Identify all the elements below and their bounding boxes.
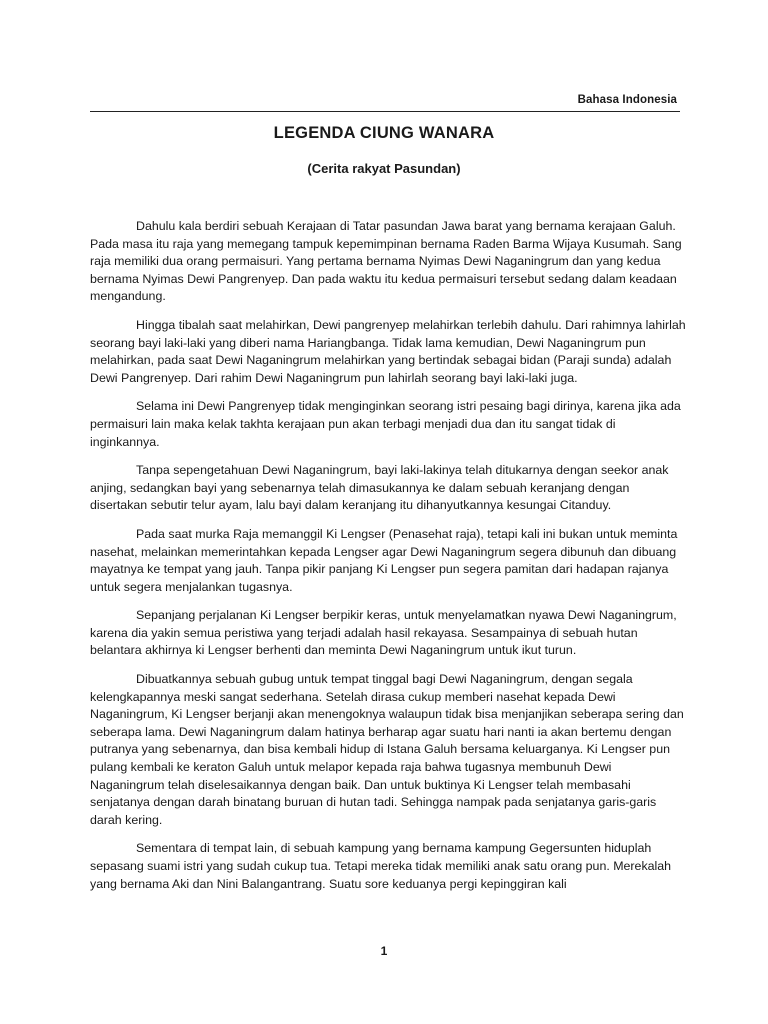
page-number: 1	[380, 944, 388, 958]
paragraph: Hingga tibalah saat melahirkan, Dewi pangrenyep melahirkan terlebih dahulu. Dari rahimnya lahirlah seorang bayi laki-laki yang diberi nama Hariangbanga. Tidak lama kemudian, Dewi Naganingrum pun melahirkan, pada saat Dewi Naganingrum melahirkan yang bertindak sebagai bidan (Paraji sunda) adalah Dewi Pangrenyep. Dari rahim Dewi Naganingrum pun lahirlah seorang bayi laki-laki juga.	[90, 317, 686, 385]
paragraph: Sementara di tempat lain, di sebuah kampung yang bernama kampung Gegersunten hiduplah sepasang suami istri yang sudah cukup tua. Tetapi mereka tidak memiliki anak satu orang pun. Merekalah yang bernama Aki dan Nini Balangantrang. Suatu sore keduanya pergi kepinggiran kali	[90, 841, 672, 891]
language-label: Bahasa Indonesia	[577, 94, 677, 106]
document-title: LEGENDA CIUNG WANARA	[273, 124, 495, 142]
paragraph: Pada saat murka Raja memanggil Ki Lengser (Penasehat raja), tetapi kali ini bukan untuk meminta nasehat, melainkan memerintahkan kepada Lengser agar Dewi Naganingrum segera dibunuh dan dibuang mayatnya ke tempat yang jauh. Tanpa pikir panjang Ki Lengser pun segera pamitan dari hadapan rajanya untuk segera menjalankan tugasnya.	[90, 526, 678, 594]
paragraph: Tanpa sepengetahuan Dewi Naganingrum, bayi laki-lakinya telah ditukarnya dengan seekor anak anjing, sedangkan bayi yang sebenarnya telah dimasukannya ke dalam sebuah keranjang dengan disertakan sebutir telur ayam, lalu bayi dalam keranjang itu dihanyutkannya kesungai Citanduy.	[90, 463, 669, 513]
header-divider	[90, 111, 680, 112]
document-subtitle: (Cerita rakyat Pasundan)	[307, 161, 461, 176]
paragraph: Dahulu kala berdiri sebuah Kerajaan di Tatar pasundan Jawa barat yang bernama kerajaan Galuh. Pada masa itu raja yang memegang tampuk kepemimpinan bernama Raden Barma Wijaya Kusumah. Sang raja memiliki dua orang permaisuri. Yang pertama bernama Nyimas Dewi Naganingrum dan yang kedua bernama Nyimas Dewi Pangrenyep. Dan pada waktu itu kedua permaisuri tersebut sedang dalam keadaan mengandung.	[90, 219, 682, 304]
paragraph: Dibuatkannya sebuah gubug untuk tempat tinggal bagi Dewi Naganingrum, dengan segala kelengkapannya meski sangat sederhana. Setelah dirasa cukup memberi nasehat kepada Dewi Naganingrum, Ki Lengser berjanji akan menengoknya walaupun tidak bisa menjanjikan seberapa sering dan seberapa lama. Dewi Naganingrum dalam hatinya berharap agar suatu hari nanti ia akan bertemu dengan putranya yang sebenarnya, dan bisa kembali hidup di Istana Galuh bersama keluarganya. Ki Lengser pun pulang kembali ke keraton Galuh untuk melapor kepada raja bahwa tugasnya membunuh Dewi Naganingrum telah diselesaikannya dengan baik. Dan untuk buktinya Ki Lengser telah membasahi senjatanya dengan darah binatang buruan di hutan tadi. Sehingga nampak pada senjatanya garis-garis darah kering.	[90, 672, 684, 827]
document-body	[90, 218, 686, 904]
paragraph: Selama ini Dewi Pangrenyep tidak menginginkan seorang istri pesaing bagi dirinya, karena jika ada permaisuri lain maka kelak takhta kerajaan pun akan terbagi menjadi dua dan itu sangat tidak di inginkannya.	[90, 399, 681, 449]
paragraph: Sepanjang perjalanan Ki Lengser berpikir keras, untuk menyelamatkan nyawa Dewi Naganingrum, karena dia yakin semua peristiwa yang terjadi adalah hasil rekayasa. Sesampainya di sebuah hutan belantara akhirnya ki Lengser berhenti dan meminta Dewi Naganingrum untuk ikut turun.	[90, 608, 677, 658]
